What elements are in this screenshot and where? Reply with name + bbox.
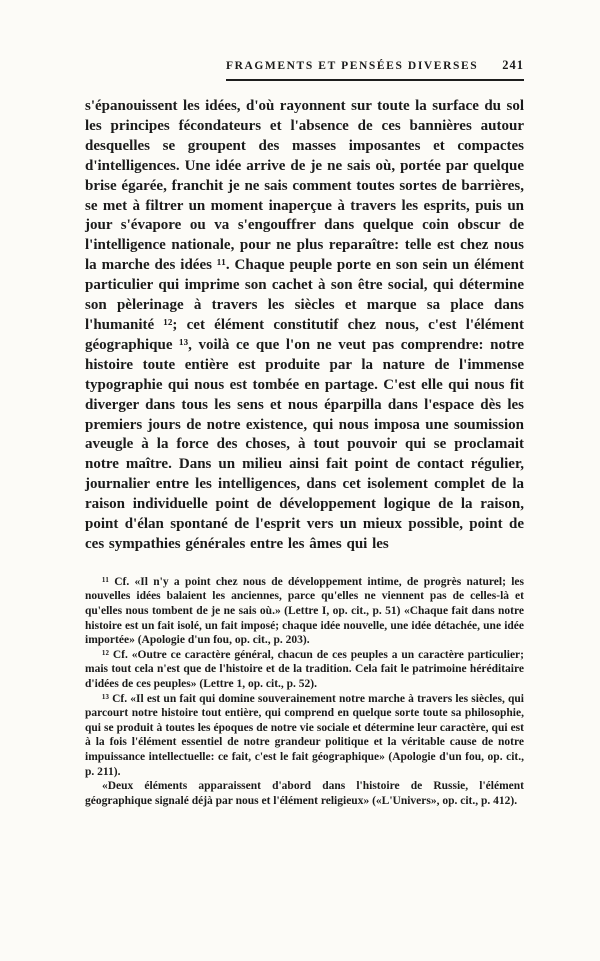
footnote-11: ¹¹ Cf. «Il n'y a point chez nous de développement intime, de progrès naturel; les nouvelles idées balaient les anciennes, parce qu'elles ne viennent pas de celles-là et qu'elles nous tombent de je ne sais où.» (Lettre I, op. cit., p. 51) «Chaque fait dans notre histoire est un fait isolé, un fait imposé; chaque idée nouvelle, une idée détachée, une idée importée» (Apologie d'un fou, op. cit., p. 203). <box>85 575 524 647</box>
page-header <box>85 56 524 81</box>
footnote-12: ¹² Cf. «Outre ce caractère général, chacun de ces peuples a un caractère particulier; mais tout cela n'est que de l'histoire et de la tradition. Cela fait le patrimoine héréditaire d'idées de ces peuples» (Lettre 1, op. cit., p. 52). <box>85 648 524 690</box>
footnote-unnumbered: «Deux éléments apparaissent d'abord dans l'histoire de Russie, l'élément géographique signalé déjà par nous et l'élément religieux» («L'Univers», op. cit., p. 412). <box>85 780 524 807</box>
header-rule-group <box>226 56 524 81</box>
page-number: 241 <box>502 58 524 72</box>
body-paragraph: s'épanouissent les idées, d'où rayonnent sur toute la surface du sol les principes fécondateurs et l'absence de ces bannières autour desquelles se groupent des masses imposantes et compactes d'intelligences. Une idée arrive de je ne sais où, portée par quelque brise égarée, franchit je ne sais comment toutes sortes de barrières, se met à filtrer un moment inaperçue à travers les esprits, puis un jour s'évapore ou va s'engouffrer dans quelque coin obscur de l'intelligence nationale, pour ne plus reparaître: telle est chez nous la marche des idées ¹¹. Chaque peuple porte en son sein un élément particulier qui imprime son cachet à son être social, qui détermine son pèlerinage à travers les siècles et marque sa place dans l'humanité ¹²; cet élément constitutif chez nous, c'est l'élément géographique ¹³, voilà ce que l'on ne veut pas comprendre: notre histoire toute entière est produite par la nature de l'immense typographie qui nous est tombée en partage. C'est elle qui nous fit diverger dans tous les sens et nous éparpilla dans l'espace dès les premiers jours de notre existence, qui nous imposa une soumission aveugle à la force des choses, à tout pouvoir qui se proclamait notre maître. Dans un milieu ainsi fait point de contact régulier, journalier entre les intelligences, dans cet isolement complet de la raison individuelle point de développement logique de la raison, point d'élan spontané de l'esprit vers un mieux possible, point de ces sympathies générales entre les âmes qui les <box>85 98 524 552</box>
footnote-13: ¹³ Cf. «Il est un fait qui domine souverainement notre marche à travers les siècles, qui parcourt notre histoire tout entière, qui comprend en quelque sorte toute sa philosophie, qui se produit à toutes les époques de notre vie sociale et détermine leur caractère, qui est à la fois l'élément essentiel de notre grandeur politique et la véritable cause de notre impuissance intellectuelle: ce fait, c'est le fait géographique» (Apologie d'un fou, op. cit., p. 211). <box>85 692 524 778</box>
page-body <box>85 97 524 555</box>
running-title: FRAGMENTS ET PENSÉES DIVERSES <box>225 60 479 72</box>
footnotes-section <box>85 575 524 809</box>
